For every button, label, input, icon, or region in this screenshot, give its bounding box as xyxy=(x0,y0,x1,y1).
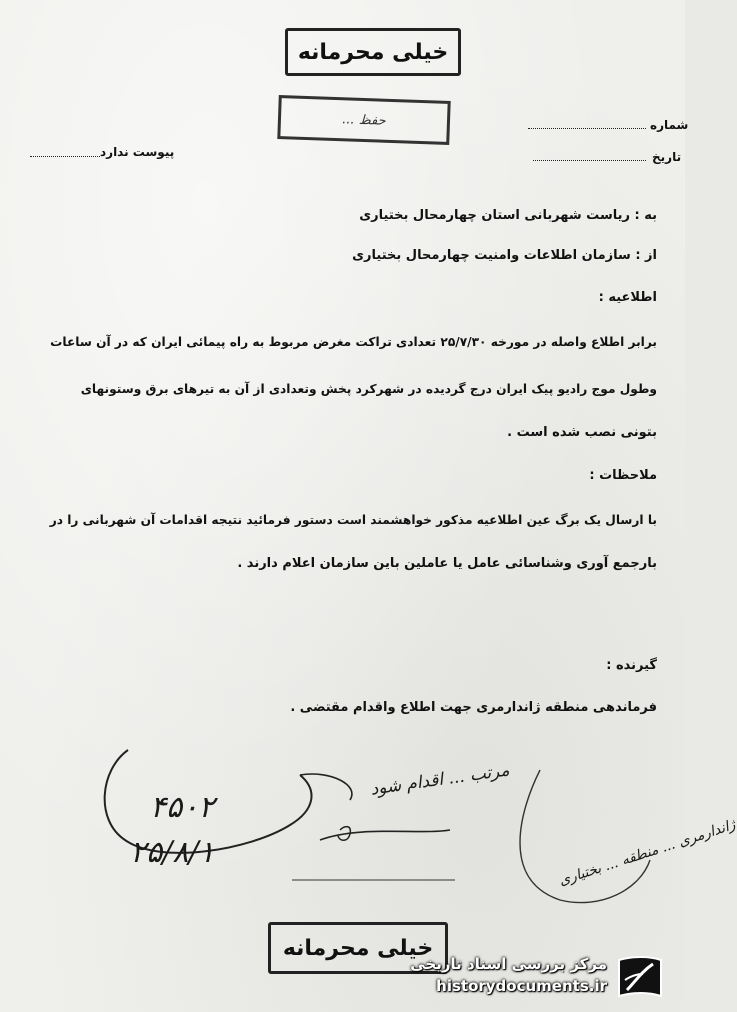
number-dotted-line xyxy=(528,128,646,129)
body-line-2: وطول موج رادیو پیک ایران درج گردیده در شهرکرد پخش وتعدادی از آن به تیرهای برق وستونهای xyxy=(80,382,657,396)
remarks-heading: ملاحظات : xyxy=(589,468,657,483)
watermark xyxy=(405,952,665,1002)
number-label: شماره xyxy=(650,118,689,132)
watermark-title: مرکز بررسی اسناد تاریخی xyxy=(410,955,607,973)
document-logo-icon xyxy=(613,952,665,1002)
handwritten-margin-note: ژاندارمری ... منطقه ... بختیاری xyxy=(557,816,737,890)
attachment-label: پیوست ندارد xyxy=(100,145,175,159)
remarks-line-1: با ارسال یک برگ عین اطلاعیه مذکور خواهشمند است دستور فرمائید نتیجه اقدامات آن شهربانی را در xyxy=(49,513,657,527)
classification-text-bottom: خیلی محرمانه xyxy=(282,935,434,961)
body-line-3: بتونی نصب شده است . xyxy=(507,425,657,440)
copy-recipient-line: فرماندهی منطقه ژاندارمری جهت اطلاع واقدام مقتضی . xyxy=(290,700,657,715)
handwritten-note: مرتب ... اقدام شود xyxy=(369,760,511,800)
remarks-line-2: بارجمع آوری وشناسائی عامل یا عاملین باین سازمان اعلام دارند . xyxy=(237,556,657,571)
attachment-dotted-line xyxy=(30,156,100,157)
handwriting-strokes xyxy=(0,730,685,930)
copy-recipient-heading: گیرنده : xyxy=(606,658,657,673)
watermark-url: historydocuments.ir xyxy=(436,977,607,995)
date-label: تاریخ xyxy=(652,150,682,164)
body-line-1: برابر اطلاع واصله در مورخه ۲۵/۷/۳۰ تعدادی تراکت مغرض مربوط به راه پیمائی ایران که در آن ساعات xyxy=(50,335,657,349)
date-dotted-line xyxy=(533,160,646,161)
classification-stamp-top xyxy=(285,28,461,76)
notice-heading: اطلاعیه : xyxy=(598,290,657,305)
secondary-stamp-text: حفظ ... xyxy=(342,111,386,129)
classification-text-top: خیلی محرمانه xyxy=(297,39,449,65)
handwritten-reference-number: ۴۵۰۲ xyxy=(150,790,215,825)
secondary-stamp xyxy=(277,95,450,145)
recipient-line: به : ریاست شهربانی استان چهارمحال بختیاری xyxy=(359,208,657,223)
sender-line: از : سازمان اطلاعات وامنیت چهارمحال بختیاری xyxy=(352,248,657,263)
handwritten-reference-date: ۲۵/۸/۱ xyxy=(130,835,215,870)
